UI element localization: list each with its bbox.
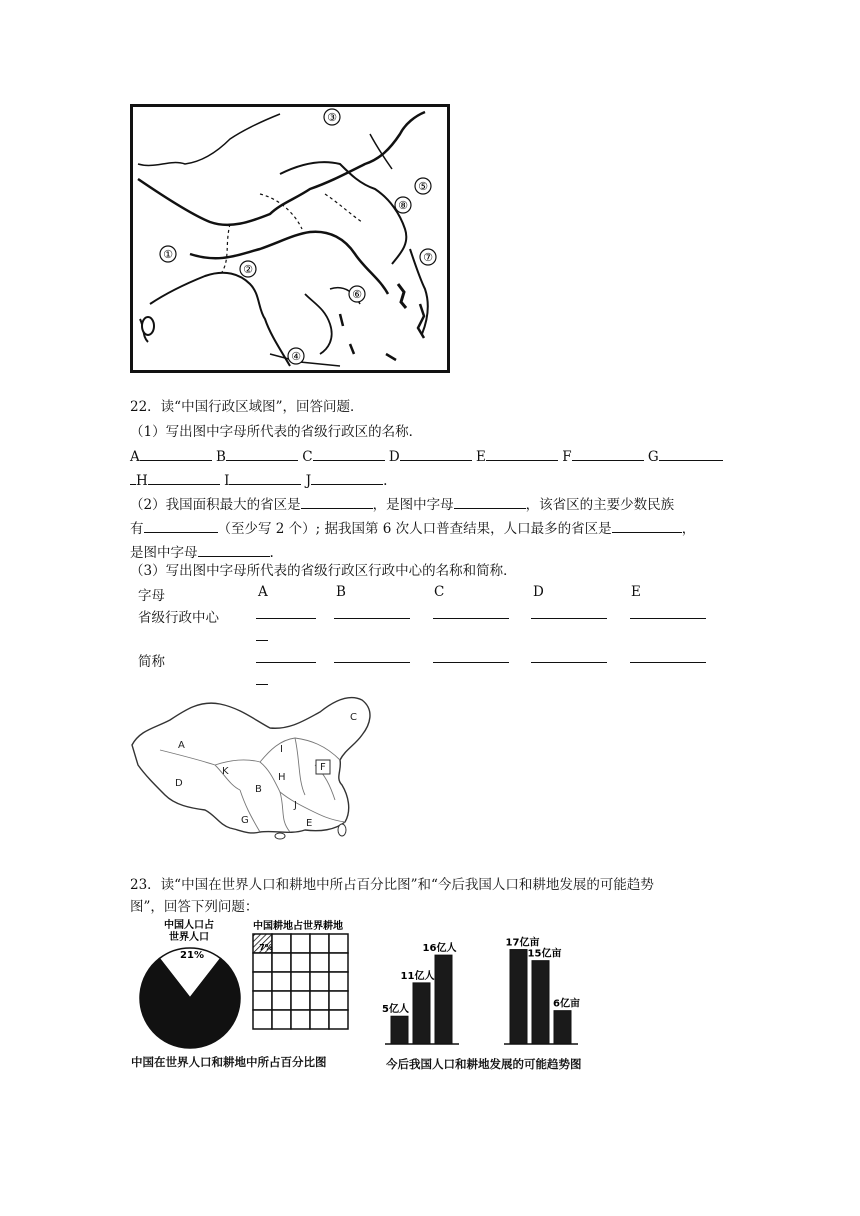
answer-blank[interactable]: [612, 518, 682, 533]
answer-blank[interactable]: [433, 618, 509, 619]
letter-label: F: [562, 449, 572, 465]
grid-cell: [329, 1010, 348, 1029]
bar-chart-caption: 今后我国人口和耕地发展的可能趋势图: [386, 1057, 582, 1071]
grid-cell: [291, 934, 310, 953]
province-J: J: [294, 800, 297, 811]
grid-cell: [291, 953, 310, 972]
grid-cell: [329, 972, 348, 991]
answer-blank[interactable]: [256, 662, 316, 663]
grid-highlight-label: 7%: [259, 943, 273, 952]
letter-label: G: [647, 449, 659, 465]
table-row2-label: 简称: [138, 654, 165, 670]
grid-cell: [272, 1010, 291, 1029]
bar-chart: [382, 926, 615, 1051]
bar-value-label: 17亿亩: [505, 937, 540, 949]
answer-blank[interactable]: [400, 446, 472, 461]
grid-cell: [272, 991, 291, 1010]
grid-cell: [329, 934, 348, 953]
answer-blank[interactable]: [659, 446, 723, 461]
letter-label: B: [216, 449, 226, 465]
grid-cell: [291, 1010, 310, 1029]
letter-label: J: [305, 473, 312, 489]
table-header-label: 字母: [138, 588, 165, 604]
answer-blank[interactable]: [256, 618, 316, 619]
province-H: H: [278, 772, 286, 783]
grid-cell: [272, 934, 291, 953]
grid-cell: [310, 972, 329, 991]
answer-blank[interactable]: [226, 446, 298, 461]
answer-blank[interactable]: [630, 618, 706, 619]
table-col-B: B: [336, 584, 346, 600]
grid-cell: [253, 953, 272, 972]
bar-value-label: 6亿亩: [553, 998, 580, 1010]
province-F: F: [320, 762, 326, 773]
q23-title-line2: 图”，回答下列问题：: [130, 899, 259, 915]
grid-cell: [272, 953, 291, 972]
text: ，是图中字母: [372, 497, 454, 513]
q22-part3: （3）写出图中字母所代表的省级行政区行政中心的名称和简称．: [130, 563, 517, 579]
marker-1: ①: [163, 248, 173, 261]
answer-blank[interactable]: [334, 618, 410, 619]
answer-blank-tail: [256, 684, 268, 685]
answer-blank[interactable]: [531, 618, 607, 619]
text: ，该省区的主要少数民族: [525, 497, 675, 513]
marker-3: ③: [327, 111, 337, 124]
answer-blank[interactable]: [433, 662, 509, 663]
letter-label: A: [130, 449, 140, 465]
q22-part1: （1）写出图中字母所代表的省级行政区的名称．: [130, 424, 423, 440]
grid-cell: [329, 991, 348, 1010]
bar-value-label: 11亿人: [400, 970, 435, 982]
table-col-C: C: [434, 584, 445, 600]
text: （2）我国面积最大的省区是: [130, 497, 301, 513]
q22-part2-line3: [130, 542, 274, 562]
province-D: D: [175, 778, 183, 789]
grid-cell: [310, 953, 329, 972]
text: ，: [681, 521, 696, 537]
pie-title-line2: 世界人口: [169, 932, 209, 943]
bar: [391, 1016, 408, 1044]
province-E: E: [306, 818, 313, 829]
q23-title-line1: 23．读“中国在世界人口和耕地中所占百分比图”和“今后我国人口和耕地发展的可能趋势: [130, 877, 654, 893]
province-I: I: [280, 744, 283, 755]
q22-title: 22．读“中国行政区域图”，回答问题．: [130, 399, 364, 415]
answer-blank[interactable]: [301, 494, 373, 509]
q22-letter-row1: [130, 446, 723, 466]
pie-title-line1: 中国人口占: [164, 920, 214, 931]
bar: [413, 983, 430, 1044]
marker-4: ④: [291, 350, 301, 363]
grid-cell: [253, 1010, 272, 1029]
grid-cell: [253, 972, 272, 991]
marker-5: ⑤: [418, 180, 428, 193]
province-C: C: [350, 712, 357, 723]
grid-cell: [291, 972, 310, 991]
pie-slice-label: 21%: [180, 950, 204, 961]
text: （至少写 2 个）; 据我国第 6 次人口普查结果，人口最多的省区是: [217, 521, 612, 537]
pie-chart-caption: 中国在世界人口和耕地中所占百分比图: [131, 1055, 327, 1069]
grid-cell: [272, 972, 291, 991]
table-col-D: D: [533, 584, 544, 600]
marker-2: ②: [243, 263, 253, 276]
farmland-grid-chart: [248, 918, 358, 1048]
table-col-E: E: [631, 584, 641, 600]
text: 是图中字母: [130, 545, 198, 561]
grid-cell: [291, 991, 310, 1010]
marker-6: ⑥: [352, 288, 362, 301]
grid-cell: [310, 991, 329, 1010]
letter-label: D: [388, 449, 400, 465]
bar: [554, 1011, 571, 1044]
letter-label: E: [476, 449, 486, 465]
table-row1-label: 省级行政中心: [138, 610, 219, 626]
province-B: B: [255, 784, 262, 795]
bar-value-label: 15亿亩: [527, 948, 562, 960]
bar: [532, 961, 549, 1044]
answer-blank[interactable]: [334, 662, 410, 663]
marker-8: ⑧: [398, 199, 408, 212]
answer-blank[interactable]: [486, 446, 558, 461]
bar-value-label: 16亿人: [422, 943, 457, 955]
text: 有: [130, 521, 144, 537]
bar-value-label: 5亿人: [382, 1004, 409, 1016]
answer-blank[interactable]: [572, 446, 644, 461]
answer-blank[interactable]: [229, 470, 301, 485]
province-G: G: [241, 815, 249, 826]
answer-blank[interactable]: [148, 470, 220, 485]
answer-blank[interactable]: [144, 518, 218, 533]
letter-label: C: [302, 449, 313, 465]
answer-blank[interactable]: [630, 662, 706, 663]
grid-title: 中国耕地占世界耕地: [253, 921, 343, 932]
answer-blank[interactable]: [311, 470, 383, 485]
grid-cell: [310, 934, 329, 953]
answer-blank[interactable]: [313, 446, 385, 461]
q22-part2-line1: [130, 494, 674, 514]
asia-map: [130, 104, 450, 374]
grid-cell: [310, 1010, 329, 1029]
q22-letter-row2: [130, 470, 387, 490]
marker-7: ⑦: [423, 251, 433, 264]
china-map: [130, 690, 392, 840]
period: .: [383, 473, 388, 489]
pie-chart: [130, 918, 250, 1048]
letter-label: I: [224, 473, 230, 489]
grid-cell: [253, 991, 272, 1010]
bar: [510, 950, 527, 1044]
answer-blank[interactable]: [531, 662, 607, 663]
table-col-A: A: [258, 584, 268, 600]
province-K: K: [222, 766, 229, 777]
answer-blank[interactable]: [140, 446, 212, 461]
text: .: [269, 545, 274, 561]
province-A: A: [178, 740, 185, 751]
q22-part2-line2: [130, 518, 695, 538]
grid-cell: [329, 953, 348, 972]
letter-label: H: [136, 473, 148, 489]
answer-blank[interactable]: [198, 542, 270, 557]
answer-blank-tail: [256, 640, 268, 641]
answer-blank[interactable]: [454, 494, 526, 509]
bar: [435, 955, 452, 1044]
